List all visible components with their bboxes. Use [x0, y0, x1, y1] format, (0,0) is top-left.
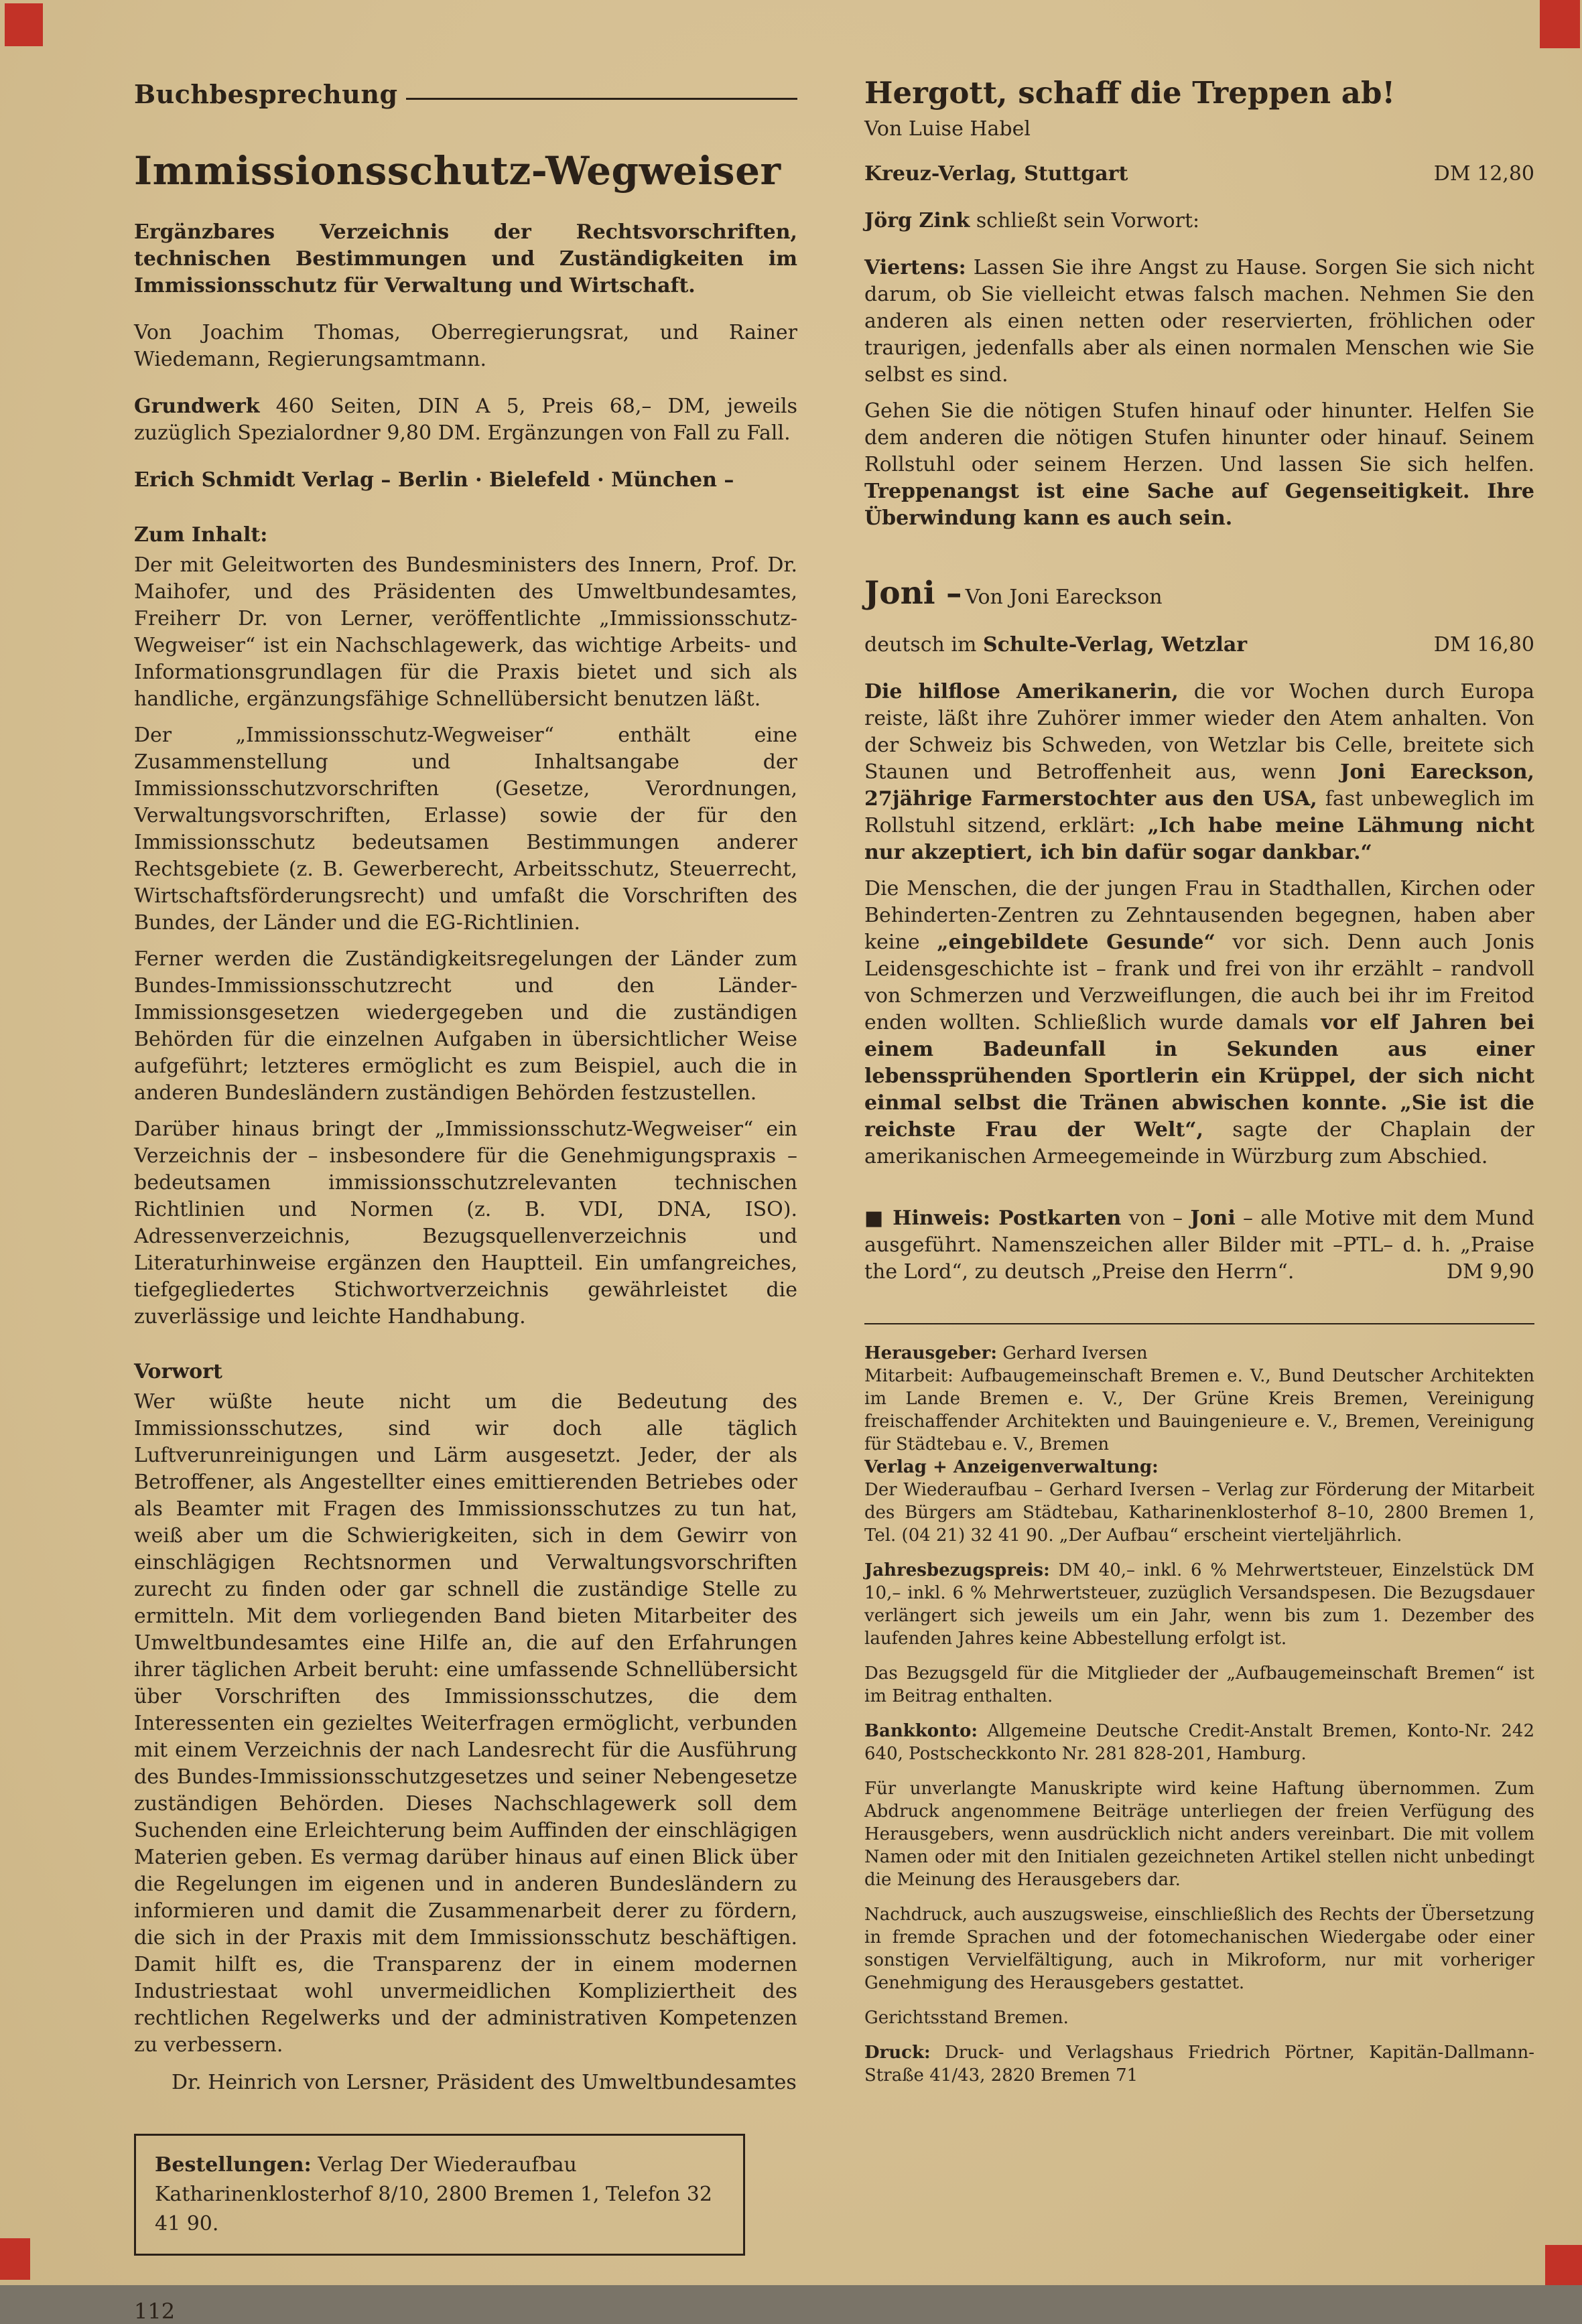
book-title-hergott: Hergott, schaff die Treppen ab!: [864, 75, 1396, 111]
rubric-row: [134, 79, 797, 109]
crop-mark-bottom-left: [0, 2238, 30, 2280]
vorwort-text: Wer wüßte heute nicht um die Bedeutung des Immissionsschutzes, sind wir doch alle täglich Luftverunreinigungen und Lärm ausgesetzt. Jeder, der als Betroffener, als Angestellter eines emittierenden Betriebes oder als Beamter mit Fragen des Immissionsschutzes zu tun hat, weiß aber um die Schwierigkeiten, sich in dem Gewirr von einschlägigen Rechtsnormen und Verwaltungsvorschriften zurecht zu finden oder gar schnell die zuständige Stelle zu ermitteln. Mit dem vorliegenden Band bieten Mitarbeiter des Umweltbundesamtes eine Hilfe an, die auf den Erfahrungen ihrer täglichen Arbeit beruht: eine umfassende Schnellübersicht über Vorschriften des Immissionsschutzes, die dem Interessenten ein gezieltes Weiterfragen ermöglicht, verbunden mit einem Verzeichnis der nach Landesrecht für die Ausführung des Bundes-Immissionsschutzgesetzes und seiner Nebengesetze zuständigen Behörden. Dieses Nachschlagewerk soll dem Suchenden eine Erleichterung beim Auffinden der einschlägigen Materien geben. Es vermag darüber hinaus auf einen Blick über die Regelungen im eigenen und in anderen Bundesländern zu informieren und damit die Zusammenarbeit derer zu fördern, die sich in der Praxis mit dem Immissionsschutz beschäftigen. Damit hilft es, die Transparenz der in einem modernen Industriestaat wohl unvermeidlichen Kompliziertheit des rechtlichen Regelwerks und der administrativen Kompetenzen zu verbessern.: [134, 1390, 797, 2057]
hinweis-note: [864, 1205, 1534, 1286]
book2-paragraph-2: Die Menschen, die der jungen Frau in Stadthallen, Kirchen oder Behinderten-Zentren zu Zehntausenden begegnen, haben aber keine „eingebildete Gesunde“ vor sich. Denn auch Jonis Leidensgeschichte ist – frank und frei von ihr erzählt – randvoll von Schmerzen und Verzweiflungen, die auch bei ihr im Freitod enden wollten. Schließlich wurde damals vor elf Jahren bei einem Badeunfall in Sekunden aus einer lebenssprühenden Sportlerin ein Krüppel, der sich nicht einmal selbst die Tränen abwischen konnte. „Sie ist die reichste Frau der Welt“, sagte der Chaplain der amerikanischen Armeegemeinde in Würzburg zum Abschied.: [864, 877, 1535, 1168]
book2-publisher-row: [864, 632, 1534, 659]
impressum-bankkonto: Bankkonto: Allgemeine Deutsche Credit-Anstalt Bremen, Konto-Nr. 242 640, Postscheckkonto Nr. 281 828-201, Hamburg.: [864, 1721, 1534, 1764]
inhalt-paragraph-2: Der „Immissionsschutz-Wegweiser“ enthält eine Zusammenstellung und Inhaltsangabe der Immissionsschutzvorschriften (Gesetze, Verordnungen, Verwaltungsvorschriften, Erlasse) sowie der für den Immissionsschutz bedeutsamen Bestimmungen anderer Rechtsgebiete (z. B. Gewerberecht, Arbeitsschutz, Steuerrecht, Wirtschaftsförderungsrecht) und umfaßt die Vorschriften des Bundes, der Länder und die EG-Richtlinien.: [134, 724, 797, 935]
book1-paragraph-2: Gehen Sie die nötigen Stufen hinauf oder hinunter. Helfen Sie dem anderen die nötigen Stufen hinunter oder hinauf. Seinem Rollstuhl oder seinem Herzen. Und lassen Sie sich helfen. Treppenangst ist eine Sache auf Gegenseitigkeit. Ihre Überwindung kann es auch sein.: [864, 399, 1534, 530]
impressum-druck: Druck: Druck- und Verlagshaus Friedrich Pörtner, Kapitän-Dallmann-Straße 41/43, 2820 Bremen 71: [864, 2043, 1534, 2086]
book-edition: Grundwerk 460 Seiten, DIN A 5, Preis 68,– DM, jeweils zuzüglich Spezialordner 9,80 DM. Ergänzungen von Fall zu Fall.: [134, 395, 797, 445]
impressum-mitarbeit: Mitarbeit: Aufbaugemeinschaft Bremen e. V., Bund Deutscher Architekten im Lande Bremen e. V., Der Grüne Kreis Bremen, Vereinigung freischaffender Architekten und Bauingenieure e. V., Bremen, Vereinigung für Städtebau e. V., Bremen: [864, 1366, 1534, 1454]
inhalt-paragraph-1: Der mit Geleitworten des Bundesministers des Innern, Prof. Dr. Maihofer, und des Präsidenten des Umweltbundesamtes, Freiherr Dr. von Lerner, veröffentlichte „Immissionsschutz-Wegweiser“ ist ein Nachschlagewerk, das wichtige Arbeits- und Informationsgrundlagen für die Praxis bietet und sich als handliche, ergänzungsfähige Schnellübersicht benutzen läßt.: [134, 553, 797, 711]
crop-mark-bottom-right: [1545, 2245, 1582, 2285]
book1-paragraph-1: Viertens: Lassen Sie ihre Angst zu Hause. Sorgen Sie sich nicht darum, ob Sie vielleicht etwas falsch machen. Nehmen Sie den anderen als einen netten oder reservierten, fröhlichen oder traurigen, jedenfalls aber als einen normalen Menschen wie Sie selbst es sind.: [864, 256, 1534, 387]
book1-publisher-row: [864, 161, 1534, 188]
book1-intro: Jörg Zink schließt sein Vorwort:: [864, 209, 1200, 232]
book2-byline: Von Joni Eareckson: [965, 586, 1163, 609]
book-title-immissionsschutz: Immissionsschutz-Wegweiser: [134, 148, 781, 194]
impressum-verlag-label: Verlag + Anzeigenverwaltung:: [864, 1457, 1159, 1477]
book1-publisher: Kreuz-Verlag, Stuttgart: [864, 162, 1128, 186]
book1-author: Von Luise Habel: [864, 117, 1031, 141]
order-box-line1: Bestellungen: Verlag Der Wiederaufbau: [155, 2153, 577, 2177]
impressum-bezugspreis: Jahresbezugspreis: DM 40,– inkl. 6 % Mehrwertsteuer, Einzelstück DM 10,– inkl. 6 % Mehrwertsteuer, zuzüglich Versandspesen. Die Bezugsdauer verlängert sich jeweils um ein Jahr, wenn bis zum 1. Dezember des laufenden Jahres keine Abbestellung erfolgt ist.: [864, 1560, 1534, 1649]
hinweis-price: DM 9,90: [1446, 1260, 1534, 1284]
book2-title: Joni –: [864, 575, 962, 612]
crop-mark-top-left: [5, 3, 43, 46]
book1-price: DM 12,80: [1433, 162, 1534, 186]
rubric-rule: [406, 98, 797, 100]
inhalt-paragraph-4: Darüber hinaus bringt der „Immissionsschutz-Wegweiser“ ein Verzeichnis der – insbesondere für die Genehmigungspraxis – bedeutsamen immissionsschutzrelevanten technischen Richtlinien und Normen (z. B. VDI, DNA, ISO). Adressenverzeichnis, Bezugsquellenverzeichnis und Literaturhinweise ergänzen den Hauptteil. Ein umfangreiches, tiefgegliedertes Stichwortverzeichnis gewährleistet die zuverlässige und leichte Handhabung.: [134, 1117, 797, 1328]
vorwort-heading: Vorwort: [134, 1360, 222, 1383]
impressum-manuskripte: Für unverlangte Manuskripte wird keine Haftung übernommen. Zum Abdruck angenommene Beiträge unterliegen der freien Verfügung des Herausgebers, wenn ausdrücklich nicht anders vereinbart. Die mit vollem Namen oder mit den Initialen gezeichneten Artikel stellen nicht unbedingt die Meinung des Herausgebers dar.: [864, 1779, 1534, 1890]
book2-price: DM 16,80: [1433, 633, 1534, 657]
book-title-joni-row: [864, 575, 1534, 612]
inhalt-paragraph-3: Ferner werden die Zuständigkeitsregelungen der Länder zum Bundes-Immissionsschutzrecht und den Länder-Immissionsgesetzen wiedergegeben und die zuständigen Behörden für die einzelnen Aufgaben in übersichtlicher Weise aufgeführt; letzteres ermöglicht es zum Beispiel, auch die in anderen Bundesländern zuständigen Behörden festzustellen.: [134, 947, 797, 1105]
book-publisher: Erich Schmidt Verlag – Berlin · Bielefeld · München –: [134, 468, 734, 492]
impressum-herausgeber: Herausgeber: Gerhard Iversen: [864, 1343, 1148, 1363]
impressum-divider: [864, 1323, 1534, 1324]
inhalt-heading: Zum Inhalt:: [134, 523, 268, 547]
hinweis-text: ■ Hinweis: Postkarten von – Joni – alle Motive mit dem Mund ausgeführt. Namenszeichen aller Bilder mit –PTL– d. h. „Praise the Lord“, zu deutsch „Preise den Herrn“.: [864, 1207, 1534, 1284]
order-box-line2: Katharinenklosterhof 8/10, 2800 Bremen 1, Telefon 32 41 90.: [155, 2183, 712, 2236]
impressum-bezugsgeld: Das Bezugsgeld für die Mitglieder der „Aufbaugemeinschaft Bremen“ ist im Beitrag enthalten.: [864, 1663, 1534, 1706]
book-subtitle: Ergänzbares Verzeichnis der Rechtsvorschriften, technischen Bestimmungen und Zuständigkeiten im Immissionsschutz für Verwaltung und Wirtschaft.: [134, 220, 797, 297]
left-column: [134, 79, 797, 2324]
impressum-gerichtsstand: Gerichtsstand Bremen.: [864, 2008, 1069, 2028]
impressum-nachdruck: Nachdruck, auch auszugsweise, einschließlich des Rechts der Übersetzung in fremde Sprachen und der fotomechanischen Wiedergabe oder einer sonstigen Vervielfältigung, auch in Mikroform, nur mit vorheriger Genehmigung des Herausgebers gestattet.: [864, 1905, 1534, 1993]
crop-mark-top-right: [1540, 0, 1580, 48]
book2-publisher: deutsch im Schulte-Verlag, Wetzlar: [864, 633, 1248, 657]
book-authors: Von Joachim Thomas, Oberregierungsrat, und Rainer Wiedemann, Regierungsamtmann.: [134, 321, 797, 371]
right-column: [864, 75, 1534, 2087]
impressum-verlag: Der Wiederaufbau – Gerhard Iversen – Verlag zur Förderung der Mitarbeit des Bürgers am Städtebau, Katharinenklosterhof 8–10, 2800 Bremen 1, Tel. (04 21) 32 41 90. „Der Aufbau“ erscheint vierteljährlich.: [864, 1480, 1534, 1546]
page-number: 112: [134, 2299, 176, 2324]
book2-paragraph-1: Die hilflose Amerikanerin, die vor Wochen durch Europa reiste, läßt ihre Zuhörer immer wieder den Atem anhalten. Von der Schweiz bis Schweden, von Wetzlar bis Celle, breitete sich Staunen und Betroffenheit aus, wenn Joni Eareckson, 27jährige Farmerstochter aus den USA, fast unbeweglich im Rollstuhl sitzend, erklärt: „Ich habe meine Lähmung nicht nur akzeptiert, ich bin dafür sogar dankbar.“: [864, 680, 1535, 864]
rubric-label: Buchbesprechung: [134, 79, 398, 109]
order-box: [134, 2134, 745, 2256]
vorwort-signature: Dr. Heinrich von Lersner, Präsident des Umweltbundesamtes: [172, 2071, 797, 2094]
